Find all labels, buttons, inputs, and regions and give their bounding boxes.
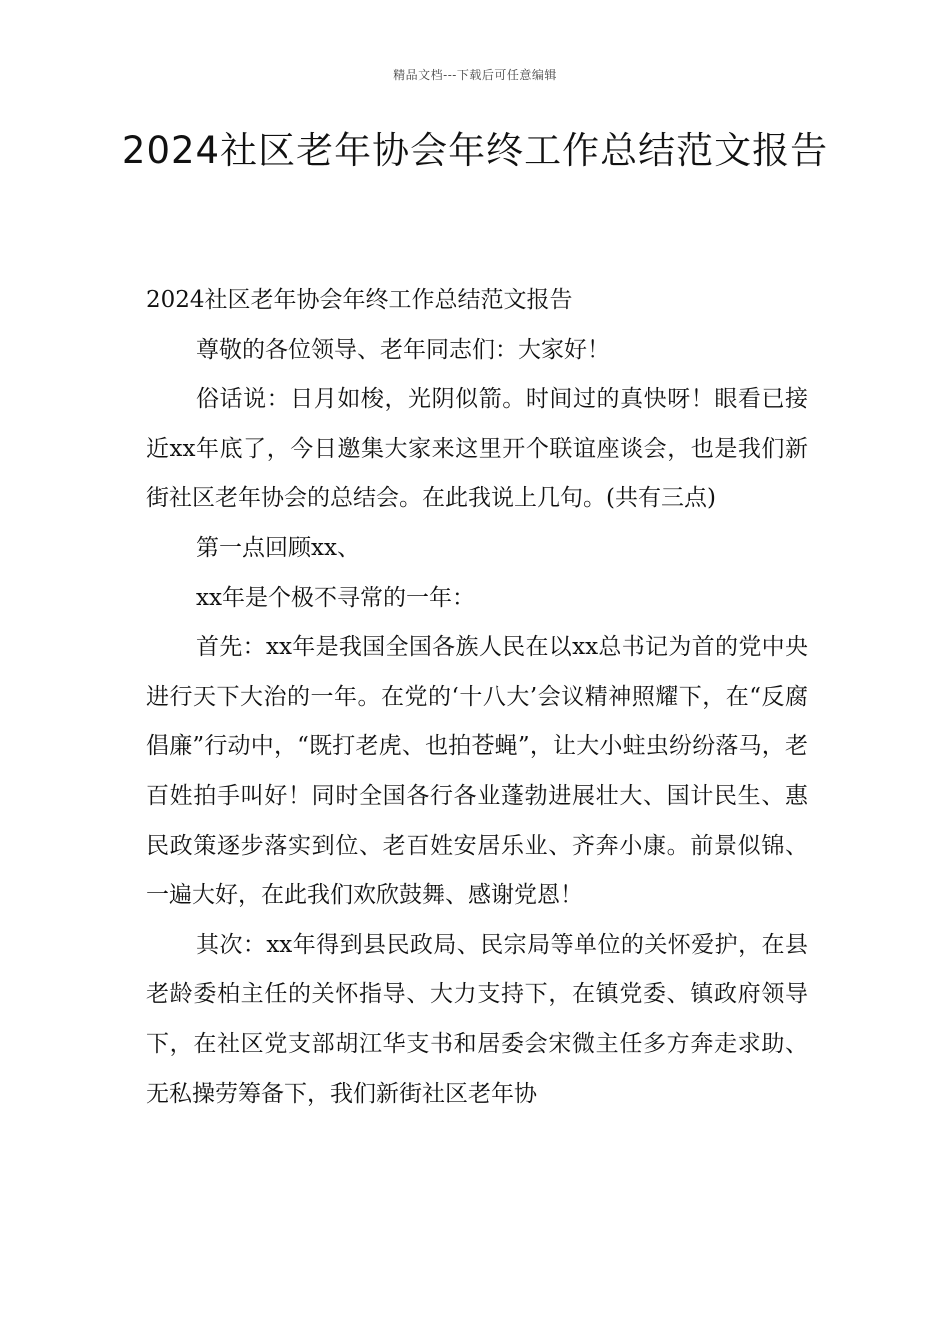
header-note: 精品文档---下载后可任意编辑	[393, 68, 557, 82]
paragraph-greeting: 尊敬的各位领导、老年同志们：大家好！	[196, 336, 610, 363]
paragraph-point-one-heading: 第一点回顾xx、	[196, 534, 360, 561]
paragraph-first: 首先：xx年是我国全国各族人民在以xx总书记为首的党中央进行天下大治的一年。在党的‘十八大’会议精神照耀下，在“反腐倡廉”行动中，“既打老虎、也拍苍蝇”，让大小蛀虫纷纷落马，老百姓拍手叫好！同时全国各行各业蓬勃进展壮大、国计民生、惠民政策逐步落实到位、老百姓安居乐业、齐奔小康。前景似锦、一遍大好，在此我们欢欣鼓舞、感谢党恩！	[146, 634, 808, 909]
paragraph-intro: 俗话说：日月如梭，光阴似箭。时间过的真快呀！眼看已接近xx年底了，今日邀集大家来这里开个联谊座谈会，也是我们新街社区老年协会的总结会。在此我说上几句。(共有三点)	[146, 386, 808, 512]
document-body	[146, 276, 808, 1119]
paragraph-second: 其次：xx年得到县民政局、民宗局等单位的关怀爱护，在县老龄委柏主任的关怀指导、大力支持下，在镇党委、镇政府领导下，在社区党支部胡江华支书和居委会宋微主任多方奔走求助、无私操劳筹备下，我们新街社区老年协	[146, 931, 808, 1107]
document-title: 2024社区老年协会年终工作总结范文报告	[121, 129, 829, 172]
paragraph-year-summary: xx年是个极不寻常的一年：	[196, 584, 475, 611]
paragraph-subtitle: 2024社区老年协会年终工作总结范文报告	[146, 287, 573, 313]
